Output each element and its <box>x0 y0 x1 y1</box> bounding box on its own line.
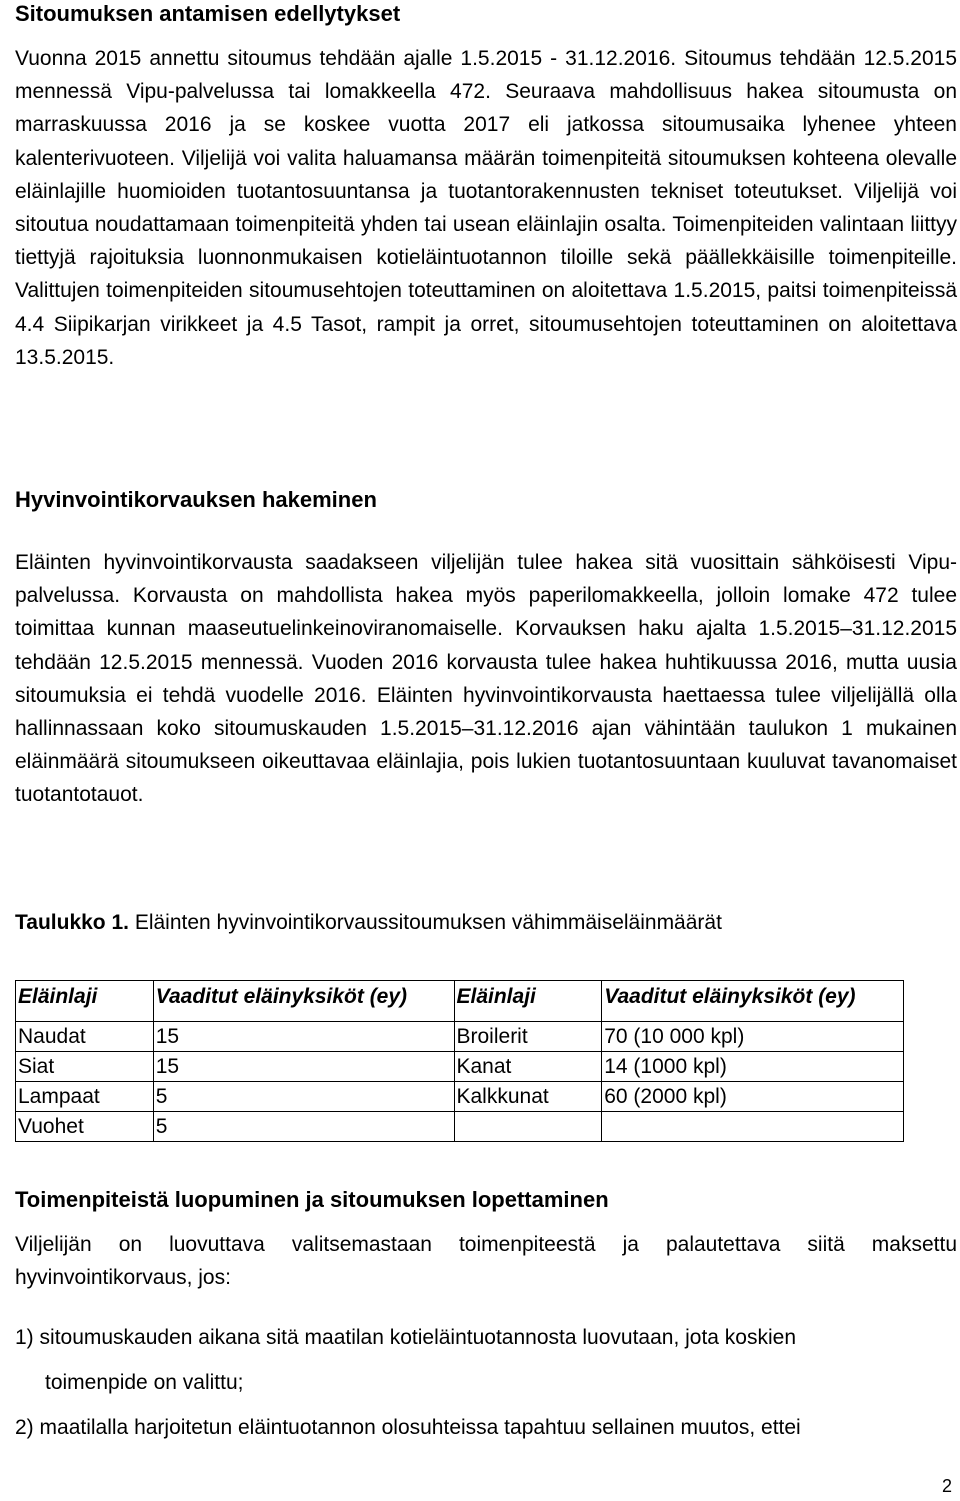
table-cell: 60 (2000 kpl) <box>602 1082 904 1112</box>
table-row <box>16 1052 904 1082</box>
table-cell <box>454 1112 602 1142</box>
table-cell <box>602 1112 904 1142</box>
table-header-cell: Eläinlaji <box>454 981 602 1014</box>
table-cell: Siat <box>16 1052 154 1082</box>
table-row <box>16 1112 904 1142</box>
paragraph-sitoumus: Vuonna 2015 annettu sitoumus tehdään ajalle 1.5.2015 - 31.12.2016. Sitoumus tehdään 12.5.2015 mennessä Vipu-palvelussa tai lomakkeella 472. Seuraava mahdollisuus hakea sitoumusta on marraskuussa 2016 ja se koskee vuotta 2017 eli jatkossa sitoumusaika lyhenee yhteen kalenterivuoteen. Viljelijä voi valita haluamansa määrän toimenpiteitä sitoumuksen kohteena olevalle eläinlajille huomioiden tuotantosuuntansa ja tuotantorakennusten tekniset toteutukset. Viljelijä voi sitoutua noudattamaan toimenpiteitä yhden tai usean eläinlajin osalta. Toimenpiteiden valintaan liittyy tiettyjä rajoituksia luonnonmukaisen kotieläintuotannon tiloille sekä päällekkäisille toimenpiteille. Valittujen toimenpiteiden sitoumusehtojen toteuttaminen on aloitettava 1.5.2015, paitsi toimenpiteissä 4.4 Siipikarjan virikkeet ja 4.5 Tasot, rampit ja orret, sitoumusehtojen toteuttaminen on aloitettava 13.5.2015. <box>15 47 957 369</box>
table-spacer-row <box>16 1013 904 1022</box>
table-cell: Kalkkunat <box>454 1082 602 1112</box>
table-cell: Kanat <box>454 1052 602 1082</box>
paragraph-luopuminen: Viljelijän on luovuttava valitsemastaan toimenpiteestä ja palautettava siitä maksettu hyvinvointikorvaus, jos: <box>15 1233 957 1290</box>
list-item-continuation: toimenpide on valittu; <box>45 1371 244 1394</box>
section-heading-hyvinvointi: Hyvinvointikorvauksen hakeminen <box>15 487 377 512</box>
table-caption <box>15 909 722 937</box>
table-cell: 70 (10 000 kpl) <box>602 1022 904 1052</box>
table-cell: Broilerit <box>454 1022 602 1052</box>
section-heading-sitoumus: Sitoumuksen antamisen edellytykset <box>15 1 401 26</box>
table-cell: 5 <box>153 1082 454 1112</box>
table-cell: Vuohet <box>16 1112 154 1142</box>
list-item-number: 2) <box>15 1416 34 1439</box>
conditions-list <box>15 1315 957 1450</box>
table-caption-text: Eläinten hyvinvointikorvaussitoumuksen vähimmäiseläinmäärät <box>128 911 722 934</box>
table-cell: 15 <box>153 1052 454 1082</box>
table-row <box>16 1082 904 1112</box>
list-item <box>15 1405 957 1450</box>
page-number: 2 <box>941 1476 952 1496</box>
table-cell: 5 <box>153 1112 454 1142</box>
table-cell: Lampaat <box>16 1082 154 1112</box>
table-header-row <box>16 981 904 1014</box>
table-cell: 15 <box>153 1022 454 1052</box>
table-cell: 14 (1000 kpl) <box>602 1052 904 1082</box>
table-cell: Naudat <box>16 1022 154 1052</box>
paragraph-hyvinvointi: Eläinten hyvinvointikorvausta saadakseen viljelijän tulee hakea sitä vuosittain sähköisesti Vipu-palvelussa. Korvausta on mahdollista hakea myös paperilomakkeella, jolloin lomake 472 tulee toimittaa kunnan maaseutuelinkeinoviranomaiselle. Korvauksen haku ajalta 1.5.2015–31.12.2015 tehdään 12.5.2015 mennessä. Vuoden 2016 korvausta tulee hakea huhtikuussa 2016, mutta uusia sitoumuksia ei tehdä vuodelle 2016. Eläinten hyvinvointikorvausta haettaessa tulee viljelijällä olla hallinnassaan koko sitoumuskauden 1.5.2015–31.12.2016 ajan vähintään taulukon 1 mukainen eläinmäärä sitoumukseen oikeuttavaa eläinlajia, pois lukien tuotantosuuntaan kuuluvat tavanomaiset tuotantotauot. <box>15 551 957 807</box>
list-item-number: 1) <box>15 1326 34 1349</box>
list-item-text: sitoumuskauden aikana sitä maatilan kotieläintuotannosta luovutaan, jota koskien <box>39 1326 797 1349</box>
table-header-cell: Vaaditut eläinyksiköt (ey) <box>602 981 904 1014</box>
list-item <box>15 1315 957 1405</box>
table-header-cell: Eläinlaji <box>16 981 154 1014</box>
table-row <box>16 1022 904 1052</box>
requirements-table <box>15 980 904 1142</box>
table-caption-label: Taulukko 1. <box>15 911 129 934</box>
section-heading-luopuminen: Toimenpiteistä luopuminen ja sitoumuksen lopettaminen <box>15 1187 609 1212</box>
list-item-text: maatilalla harjoitetun eläintuotannon olosuhteissa tapahtuu sellainen muutos, ettei <box>39 1416 801 1439</box>
table-header-cell: Vaaditut eläinyksiköt (ey) <box>153 981 454 1014</box>
